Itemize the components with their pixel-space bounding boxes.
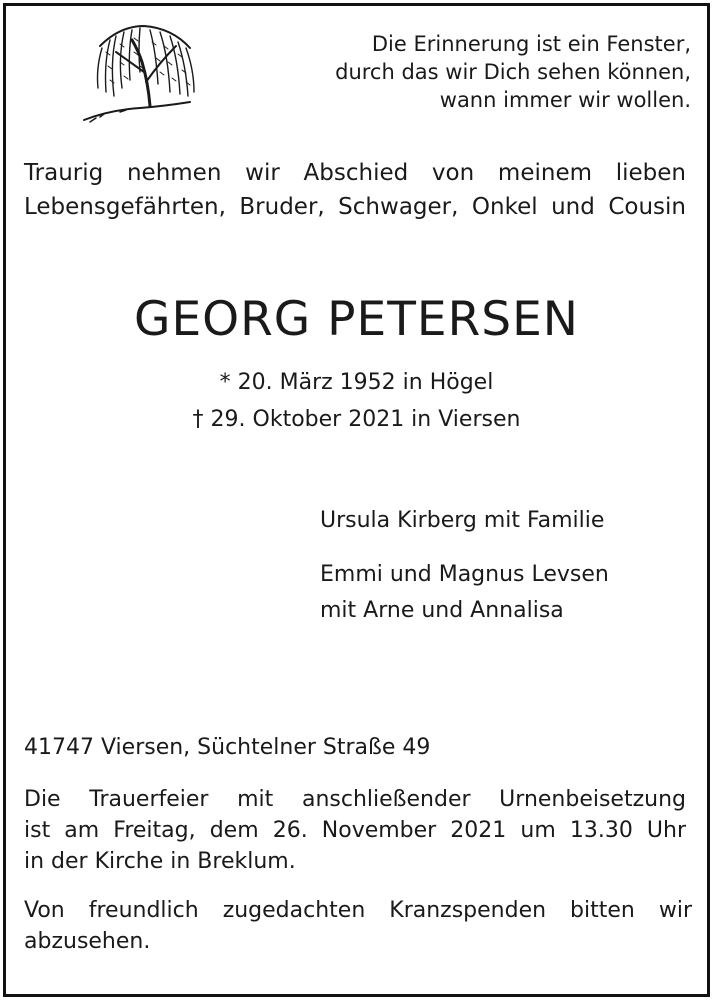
quote-line: Die Erinnerung ist ein Fenster, xyxy=(371,32,691,56)
ceremony-info xyxy=(24,784,686,877)
weeping-willow-tree-icon xyxy=(80,22,205,132)
ceremony-line: Die Trauerfeier mit anschließender Urnenbeisetzung xyxy=(24,787,686,812)
intro-line: Traurig nehmen wir Abschied von meinem lieben xyxy=(24,160,686,186)
death-date: † 29. Oktober 2021 in Viersen xyxy=(192,407,521,432)
ceremony-line: ist am Freitag, dem 26. November 2021 um 13.30 Uhr xyxy=(24,818,686,843)
mourner-group xyxy=(320,557,609,629)
ceremony-line: in der Kirche in Breklum. xyxy=(24,849,296,874)
quote-line: wann immer wir wollen. xyxy=(439,88,691,112)
memorial-quote xyxy=(271,30,691,114)
mourner-line: mit Arne und Annalisa xyxy=(320,598,564,623)
intro-line: Lebensgefährten, Bruder, Schwager, Onkel und Cousin xyxy=(24,194,686,220)
family-address: 41747 Viersen, Süchtelner Straße 49 xyxy=(24,735,431,760)
mourner-line: Ursula Kirberg mit Familie xyxy=(320,508,605,533)
quote-line: durch das wir Dich sehen können, xyxy=(335,60,691,84)
life-dates xyxy=(0,364,713,438)
flower-line: abzusehen. xyxy=(24,929,151,954)
birth-date: * 20. März 1952 in Högel xyxy=(219,370,494,395)
flower-line: Von freundlich zugedachten Kranzspenden bitten wir xyxy=(24,898,692,923)
farewell-intro xyxy=(24,156,686,224)
mourner-line: Emmi und Magnus Levsen xyxy=(320,562,609,587)
deceased-name: GEORG PETERSEN xyxy=(134,292,579,347)
mourner-group xyxy=(320,503,609,539)
mourners-list xyxy=(320,503,609,647)
flower-note xyxy=(24,895,692,957)
